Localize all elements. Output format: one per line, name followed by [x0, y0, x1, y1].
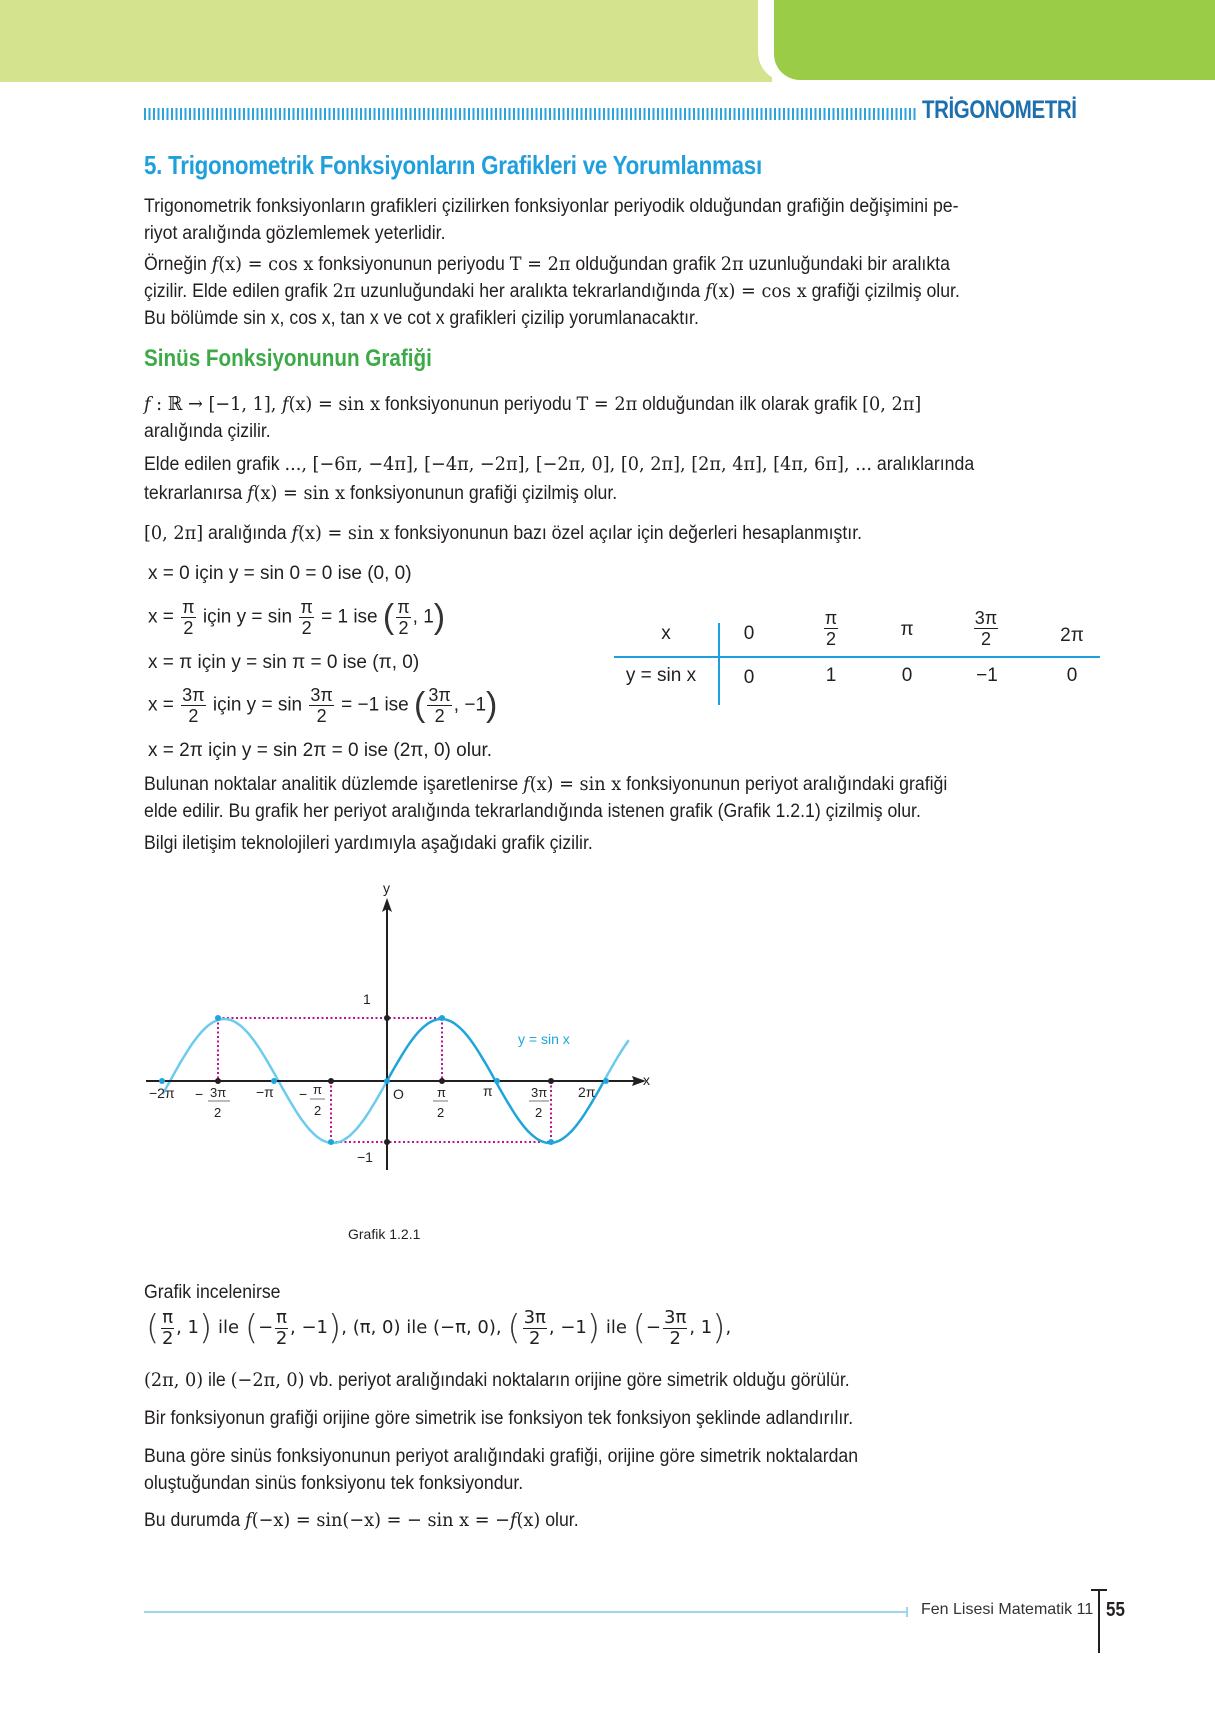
- table-y-2: 0: [901, 665, 913, 686]
- footer-book-title: Fen Lisesi Matematik 11: [921, 1601, 1094, 1618]
- value-table: [614, 605, 1100, 700]
- footer-rule-end: [906, 1607, 908, 1617]
- analysis-intro: Grafik incelenirse: [144, 1282, 281, 1303]
- calc-row-4: x = 2π için y = sin 2π = 0 ise (2π, 0) olur.: [148, 740, 493, 761]
- x-tick-pi2-den: 2: [437, 1105, 445, 1120]
- x-tick-3pi2-den: 2: [535, 1105, 543, 1120]
- table-x-2: π: [900, 619, 914, 640]
- x-tick-neg-2pi: −2π: [149, 1085, 175, 1101]
- x-axis-label: x: [643, 1072, 650, 1088]
- graph-caption: Grafik 1.2.1: [348, 1226, 421, 1242]
- analysis-line-5: oluştuğundan sinüs fonksiyonu tek fonksiyondur.: [144, 1473, 524, 1494]
- decorative-dash-bar: [144, 108, 916, 120]
- example-line-1: Örneğin f(x) = cos x fonksiyonunun periyodu T = 2π olduğundan grafik 2π uzunluğundaki bir aralıkta: [144, 253, 950, 275]
- sine-graph: [140, 870, 660, 1170]
- y-axis-label: y: [383, 880, 390, 896]
- x-tick-3pi2-num: 3π: [531, 1085, 548, 1100]
- table-x-4: 2π: [1060, 625, 1084, 646]
- section-title: 5. Trigonometrik Fonksiyonların Grafikleri ve Yorumlanması: [144, 150, 762, 180]
- analysis-line-4: Buna göre sinüs fonksiyonunun periyot aralığındaki grafiği, orijine göre simetrik noktalardan: [144, 1446, 859, 1467]
- table-horizontal-rule: [614, 656, 1100, 658]
- x-tick-neg-3pi2-den: 2: [214, 1105, 222, 1120]
- table-row-label-x: x: [661, 623, 671, 644]
- calc-row-2: x = π için y = sin π = 0 ise (π, 0): [148, 652, 420, 673]
- analysis-line-3: Bir fonksiyonun grafiği orijine göre simetrik ise fonksiyon tek fonksiyon şeklinde adlandırılır.: [144, 1408, 854, 1429]
- x-tick-neg-pi2-num: π: [313, 1082, 322, 1097]
- calc-row-1: x = $\frac{\pi}{2}$ için y = sin $\frac{\pi}{2}$ = 1 ise ( $\frac{\pi}{2}$ , 1): [148, 597, 446, 638]
- calc-row-3: x = $\frac{3\pi}{2}$ için y = sin $\frac{3\pi}{2}$ = −1 ise ( $\frac{3\pi}{2}$ , −1): [148, 685, 498, 726]
- chapter-title: TRİGONOMETRİ: [922, 96, 1077, 124]
- table-x-3: $\frac{3\pi}{2}$: [974, 608, 998, 649]
- x-tick-neg-pi2-sign: −: [299, 1086, 308, 1102]
- after-table-line-1: Bulunan noktalar analitik düzlemde işaretlenirse f(x) = sin x fonksiyonunun periyot aralığındaki grafiği: [144, 773, 948, 795]
- x-tick-neg-pi2-den: 2: [314, 1103, 322, 1118]
- example-line-3: Bu bölümde sin x, cos x, tan x ve cot x grafikleri çizilip yorumlanacaktır.: [144, 308, 699, 329]
- subsection-title: Sinüs Fonksiyonunun Grafiği: [144, 345, 432, 372]
- footer-divider: [1098, 1589, 1100, 1653]
- sine-curve-extension-right: [604, 1040, 629, 1081]
- legend-label: y = sin x: [518, 1031, 570, 1047]
- table-y-0: 0: [743, 667, 755, 688]
- definition-line-1: f : ℝ → [−1, 1], f(x) = sin x fonksiyonunun periyodu T = 2π olduğundan ilk olarak grafik [0, 2π]: [144, 393, 922, 415]
- table-x-1: $\frac{\pi}{2}$: [824, 608, 838, 649]
- footer-rule: [144, 1611, 907, 1613]
- after-table-line-2: elde edilir. Bu grafik her periyot aralığında tekrarlandığında istenen grafik (Grafik 1.2.1) çizilmiş olur.: [144, 801, 921, 822]
- origin-label: O: [393, 1086, 404, 1102]
- intro-line-2: riyot aralığında gözlemlemek yeterlidir.: [144, 223, 446, 244]
- intro-line-1: Trigonometrik fonksiyonların grafikleri çizilirken fonksiyonlar periyodik olduğundan grafiğin değişimini pe-: [144, 196, 959, 217]
- x-tick-neg-3pi2-num: 3π: [210, 1085, 227, 1100]
- header-band-green: [774, 0, 1215, 80]
- analysis-line-6: Bu durumda f(−x) = sin(−x) = − sin x = −f(x) olur.: [144, 1509, 579, 1531]
- table-y-1: 1: [825, 665, 837, 686]
- x-tick-neg-pi: −π: [256, 1084, 274, 1100]
- example-line-2: çizilir. Elde edilen grafik 2π uzunluğundaki her aralıkta tekrarlandığında f(x) = cos x grafiği çizilmiş olur.: [144, 280, 960, 302]
- page-number: 55: [1106, 1599, 1125, 1621]
- after-table-line-3: Bilgi iletişim teknolojileri yardımıyla aşağıdaki grafik çizilir.: [144, 833, 593, 854]
- analysis-line-2: (2π, 0) ile (−2π, 0) vb. periyot aralığındaki noktaların orijine göre simetrik olduğu görülür.: [144, 1369, 850, 1391]
- header-band-light: [0, 0, 772, 82]
- definition-line-2: aralığında çizilir.: [144, 421, 271, 442]
- y-tick-1: 1: [363, 991, 371, 1007]
- table-x-0: 0: [743, 623, 755, 644]
- calc-intro-line: [0, 2π] aralığında f(x) = sin x fonksiyonunun bazı özel açılar için değerleri hesaplanmıştır.: [144, 522, 863, 544]
- symmetric-pairs-line: ( $\frac{\pi}{2}$ , 1) ile (− $\frac{\pi}{2}$ , −1), (π, 0) ile (−π, 0), ( $\frac{3\pi}{2}$ , −1) ile (− $\frac{3\pi}{2}$ , 1),: [146, 1306, 732, 1349]
- y-tick-minus-1: −1: [357, 1149, 373, 1165]
- table-row-label-y: y = sin x: [625, 665, 697, 686]
- x-tick-pi2-num: π: [437, 1085, 446, 1100]
- table-y-3: −1: [976, 665, 998, 686]
- repeat-line-1: Elde edilen grafik ..., [−6π, −4π], [−4π, −2π], [−2π, 0], [0, 2π], [2π, 4π], [4π, 6π], ... aralıklarında: [144, 453, 975, 475]
- x-tick-pi: π: [483, 1083, 493, 1099]
- repeat-line-2: tekrarlanırsa f(x) = sin x fonksiyonunun grafiği çizilmiş olur.: [144, 482, 618, 504]
- calc-row-0: x = 0 için y = sin 0 = 0 ise (0, 0): [148, 563, 412, 584]
- table-y-4: 0: [1066, 665, 1078, 686]
- x-tick-neg-3pi2-sign: −: [195, 1086, 204, 1102]
- x-tick-2pi: 2π: [578, 1084, 596, 1100]
